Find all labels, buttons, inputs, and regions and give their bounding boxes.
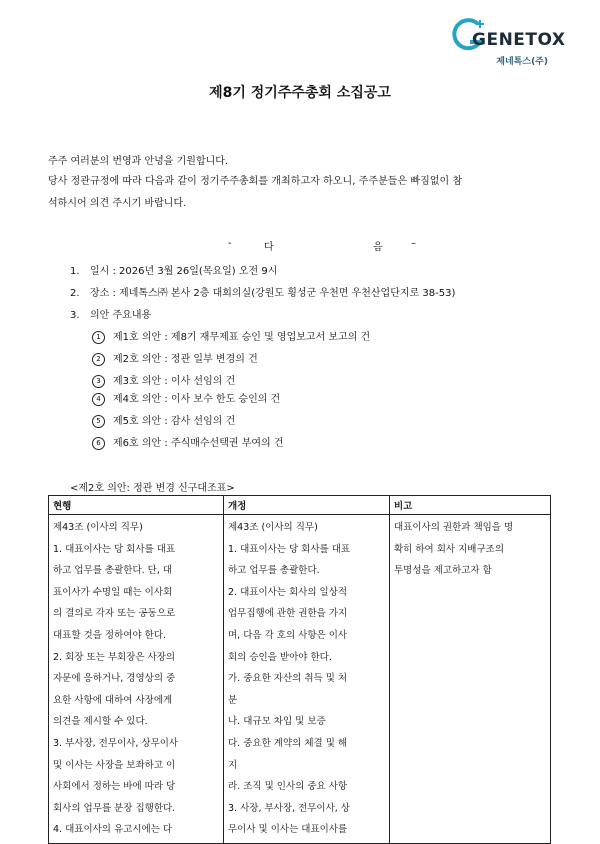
header-note: 비고: [390, 496, 551, 515]
cell-line: 투명성을 제고하고자 함: [394, 565, 492, 577]
cell-line: 지: [228, 759, 238, 771]
cell-line: 4. 대표이사의 유고시에는 다: [53, 824, 173, 836]
cell-line: 며, 다음 각 호의 사항은 이사: [228, 629, 348, 641]
list-text: 의안 주요내용: [90, 310, 152, 321]
cell-line: 2. 회장 또는 부회장은 사장의: [53, 651, 176, 663]
note-cell: [390, 515, 551, 844]
list-item-datetime: [70, 262, 277, 277]
cell-line: 자문에 응하거나, 경영상의 중: [53, 673, 176, 685]
list-number: 3.: [70, 310, 80, 321]
heading-dash-right: –: [411, 238, 416, 249]
agenda-text: 제5호 의안 : 감사 선임의 건: [113, 416, 236, 427]
circled-number: 5: [92, 415, 105, 428]
cell-line: 하고 업무를 총괄한다.: [228, 565, 320, 577]
agenda-text: 제3호 의안 : 이사 선임의 건: [113, 376, 236, 387]
circled-number: 2: [92, 353, 105, 366]
agenda-item-5: [92, 412, 235, 428]
cell-line: 2. 대표이사는 회사의 일상적: [228, 586, 348, 598]
company-logo: [448, 16, 566, 67]
heading-dash-left: -: [228, 238, 232, 249]
circled-number: 3: [92, 375, 105, 388]
table-header-row: [49, 496, 551, 515]
agenda-item-2: [92, 350, 258, 366]
table-caption: <제2호 의안: 정관 변경 신구대조표>: [70, 483, 235, 494]
agenda-item-4: [92, 390, 280, 406]
cell-line: 1. 대표이사는 당 회사를 대표: [228, 543, 351, 555]
cell-line: 의견을 제시할 수 있다.: [53, 716, 148, 728]
list-item-agenda-title: [70, 306, 151, 321]
cell-line: 업무집행에 관한 권한을 가지: [228, 608, 348, 620]
circled-number: 1: [92, 331, 105, 344]
body-text-line-2: 석하시어 의견 주시기 바랍니다.: [48, 198, 187, 209]
document-title: 제8기 정기주주총회 소집공고: [209, 85, 391, 101]
list-item-location: [70, 284, 455, 299]
cell-line: 무이사 및 이사는 대표이사를: [228, 824, 348, 836]
table-row: [49, 515, 551, 844]
cell-line: 회사의 업무를 분장 집행한다.: [53, 802, 176, 814]
heading-da: 다: [264, 242, 274, 253]
list-text: 일시 : 2026년 3월 26일(목요일) 오전 9시: [90, 266, 278, 277]
cell-line: 의 결의로 각자 또는 공동으로: [53, 608, 176, 620]
cell-line: 하고 업무를 총괄한다. 단, 대: [53, 565, 173, 577]
current-article-cell: [49, 515, 224, 844]
cell-line: 대표할 것을 정하여야 한다.: [53, 629, 167, 641]
cell-line: 표이사가 수명일 때는 이사회: [53, 586, 173, 598]
logo-subtitle: 제네톡스(주): [496, 57, 548, 67]
cell-line: 확히 하여 회사 지배구조의: [394, 543, 505, 555]
agenda-item-6: [92, 434, 284, 450]
cell-line: 1. 대표이사는 당 회사를 대표: [53, 543, 176, 555]
cell-line: 3. 사장, 부사장, 전무이사, 상: [228, 802, 350, 814]
cell-line: 제43조 (이사의 직무): [228, 522, 318, 533]
cell-line: 다. 중요한 계약의 체결 및 해: [228, 737, 348, 749]
list-number: 2.: [70, 288, 80, 299]
cell-line: 나. 대규모 차입 및 보증: [228, 716, 326, 728]
cell-line: 가. 중요한 자산의 취득 및 처: [228, 673, 348, 685]
header-current: 현행: [49, 496, 224, 515]
cell-line: 라. 조직 및 인사의 중요 사항: [228, 781, 348, 793]
cell-line: 사회에서 정하는 바에 따라 당: [53, 781, 176, 793]
list-text: 장소 : 제네톡스㈜ 본사 2층 대회의실(강원도 횡성군 우천면 우천산업단지로 38-53): [90, 288, 456, 299]
list-number: 1.: [70, 266, 80, 277]
agenda-item-3: [92, 372, 235, 388]
greeting-text: 주주 여러분의 번영과 안녕을 기원합니다.: [48, 156, 229, 167]
agenda-text: 제6호 의안 : 주식매수선택권 부여의 건: [113, 438, 284, 449]
header-revised: 개정: [224, 496, 390, 515]
articles-comparison-table: [48, 495, 551, 844]
revised-article-cell: [224, 515, 390, 844]
heading-eum: 음: [373, 242, 383, 253]
cell-line: 및 이사는 사장을 보좌하고 이: [53, 759, 176, 771]
circled-number: 6: [92, 437, 105, 450]
cell-line: 요한 사항에 대하여 사장에게: [53, 694, 173, 706]
cell-line: 대표이사의 권한과 책임을 명: [394, 522, 514, 533]
circled-number: 4: [92, 393, 105, 406]
logo-wordmark: GENETOX: [472, 30, 566, 50]
agenda-text: 제1호 의안 : 제8기 재무제표 승인 및 영업보고서 보고의 건: [113, 332, 371, 343]
cell-line: 3. 부사장, 전무이사, 상무이사: [53, 737, 179, 749]
cell-line: 분: [228, 694, 238, 706]
body-text-line-1: 당사 정관규정에 따라 다음과 같이 정기주주총회를 개최하고자 하오니, 주주분들은 빠짐없이 참: [48, 176, 463, 187]
cell-line: 제43조 (이사의 직무): [53, 522, 143, 533]
agenda-text: 제2호 의안 : 정관 일부 변경의 건: [113, 354, 258, 365]
agenda-item-1: [92, 328, 370, 344]
cell-line: 회의 승인을 받아야 한다.: [228, 651, 332, 663]
agenda-text: 제4호 의안 : 이사 보수 한도 승인의 건: [113, 394, 281, 405]
